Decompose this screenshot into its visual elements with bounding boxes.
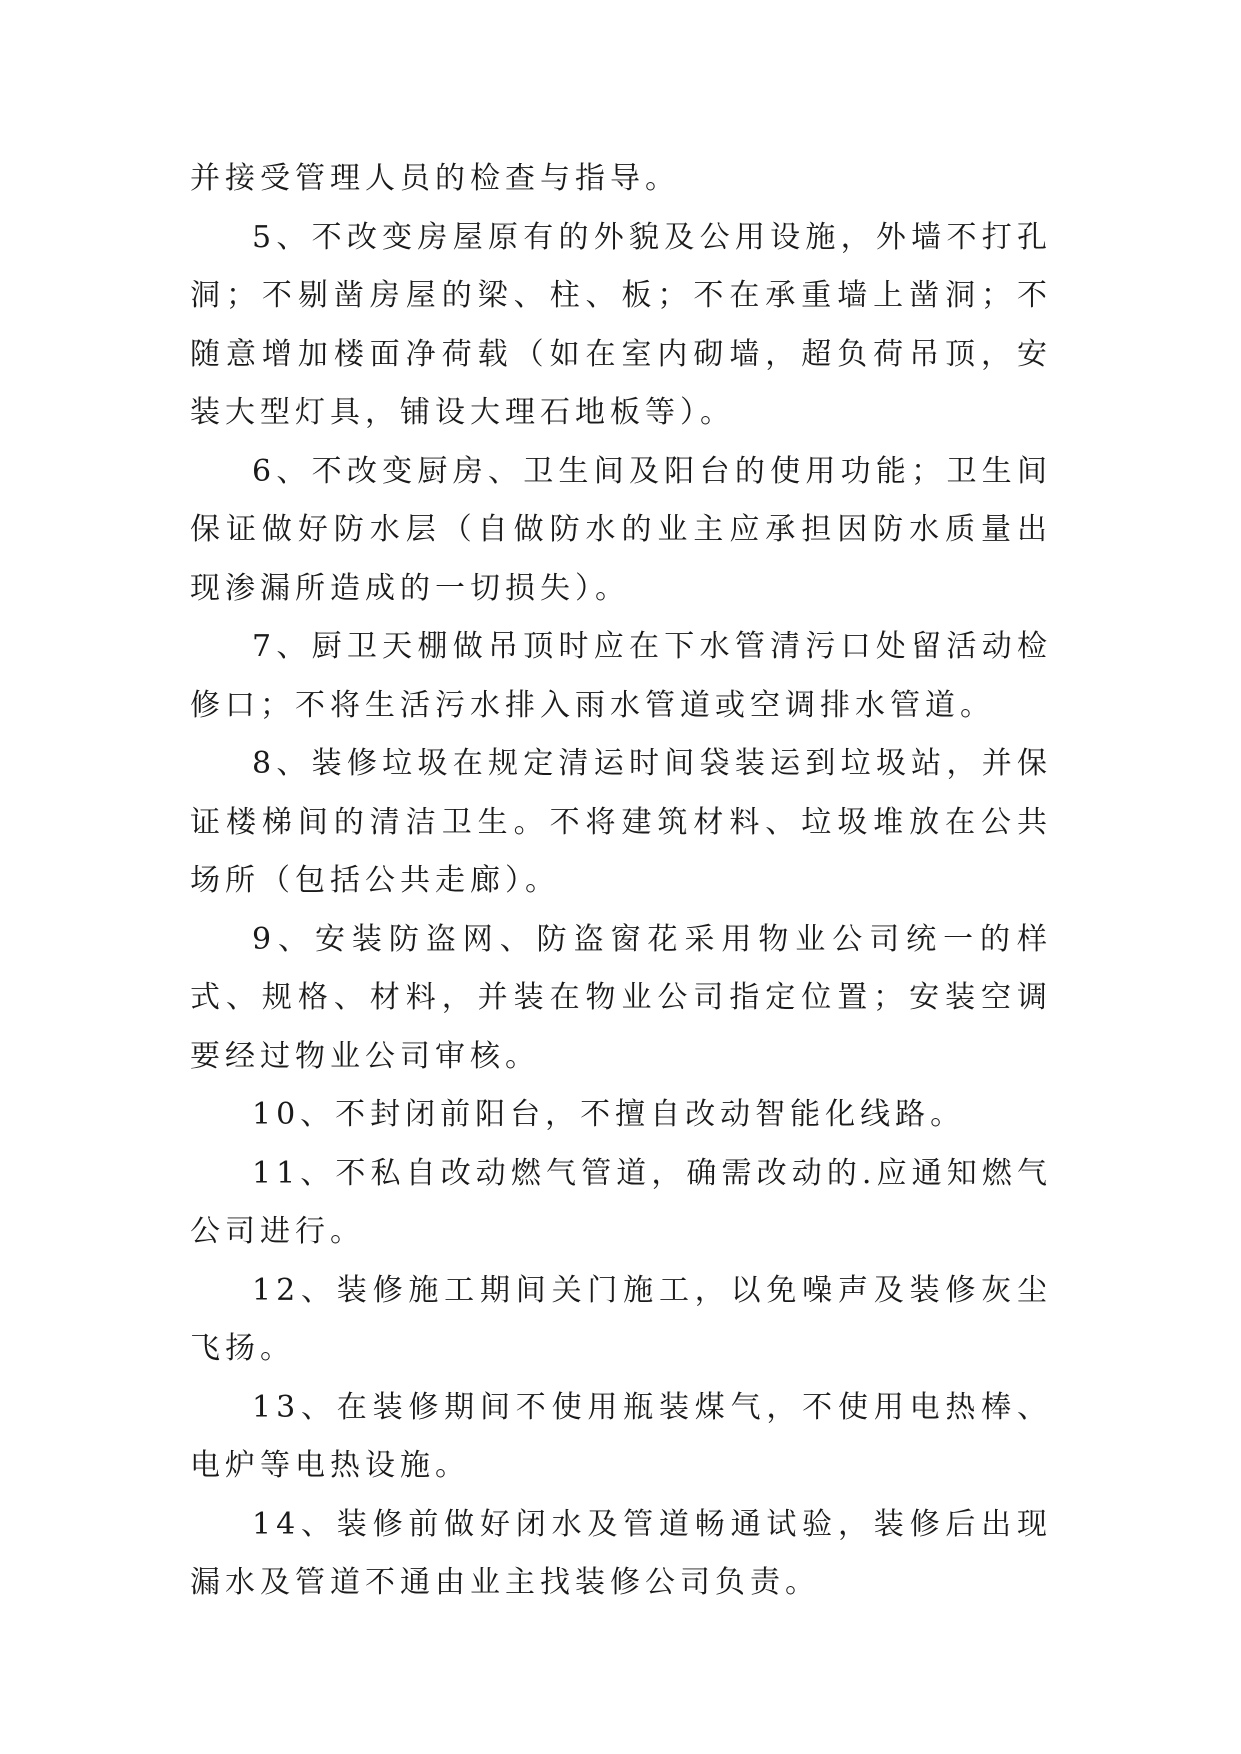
document-body bbox=[190, 150, 1052, 1613]
paragraph-item-10: 10、不封闭前阳台，不擅自改动智能化线路。 bbox=[252, 1097, 966, 1132]
paragraph-item-12: 12、装修施工期间关门施工，以免噪声及装修灰尘飞扬。 bbox=[190, 1272, 1052, 1366]
paragraph-item-8: 8、装修垃圾在规定清运时间袋装运到垃圾站，并保证楼梯间的清洁卫生。不将建筑材料、垃圾堆放在公共场所（包括公共走廊）。 bbox=[190, 746, 1052, 898]
paragraph-item-13: 13、在装修期间不使用瓶装煤气，不使用电热棒、电炉等电热设施。 bbox=[190, 1389, 1052, 1483]
paragraph-continuation: 并接受管理人员的检查与指导。 bbox=[190, 161, 680, 196]
paragraph-item-11: 11、不私自改动燃气管道，确需改动的.应通知燃气公司进行。 bbox=[190, 1155, 1052, 1249]
paragraph-item-6: 6、不改变厨房、卫生间及阳台的使用功能；卫生间保证做好防水层（自做防水的业主应承担因防水质量出现渗漏所造成的一切损失）。 bbox=[190, 453, 1052, 606]
paragraph-item-5: 5、不改变房屋原有的外貌及公用设施，外墙不打孔洞；不剔凿房屋的梁、柱、板；不在承重墙上凿洞；不随意增加楼面净荷载（如在室内砌墙，超负荷吊顶，安装大型灯具，铺设大理石地板等）。 bbox=[190, 219, 1052, 430]
paragraph-item-9: 9、安装防盗网、防盗窗花采用物业公司统一的样式、规格、材料，并装在物业公司指定位置；安装空调要经过物业公司审核。 bbox=[190, 921, 1052, 1074]
paragraph-item-14: 14、装修前做好闭水及管道畅通试验，装修后出现漏水及管道不通由业主找装修公司负责。 bbox=[190, 1506, 1052, 1600]
paragraph-item-7: 7、厨卫天棚做吊顶时应在下水管清污口处留活动检修口；不将生活污水排入雨水管道或空调排水管道。 bbox=[190, 629, 1052, 723]
